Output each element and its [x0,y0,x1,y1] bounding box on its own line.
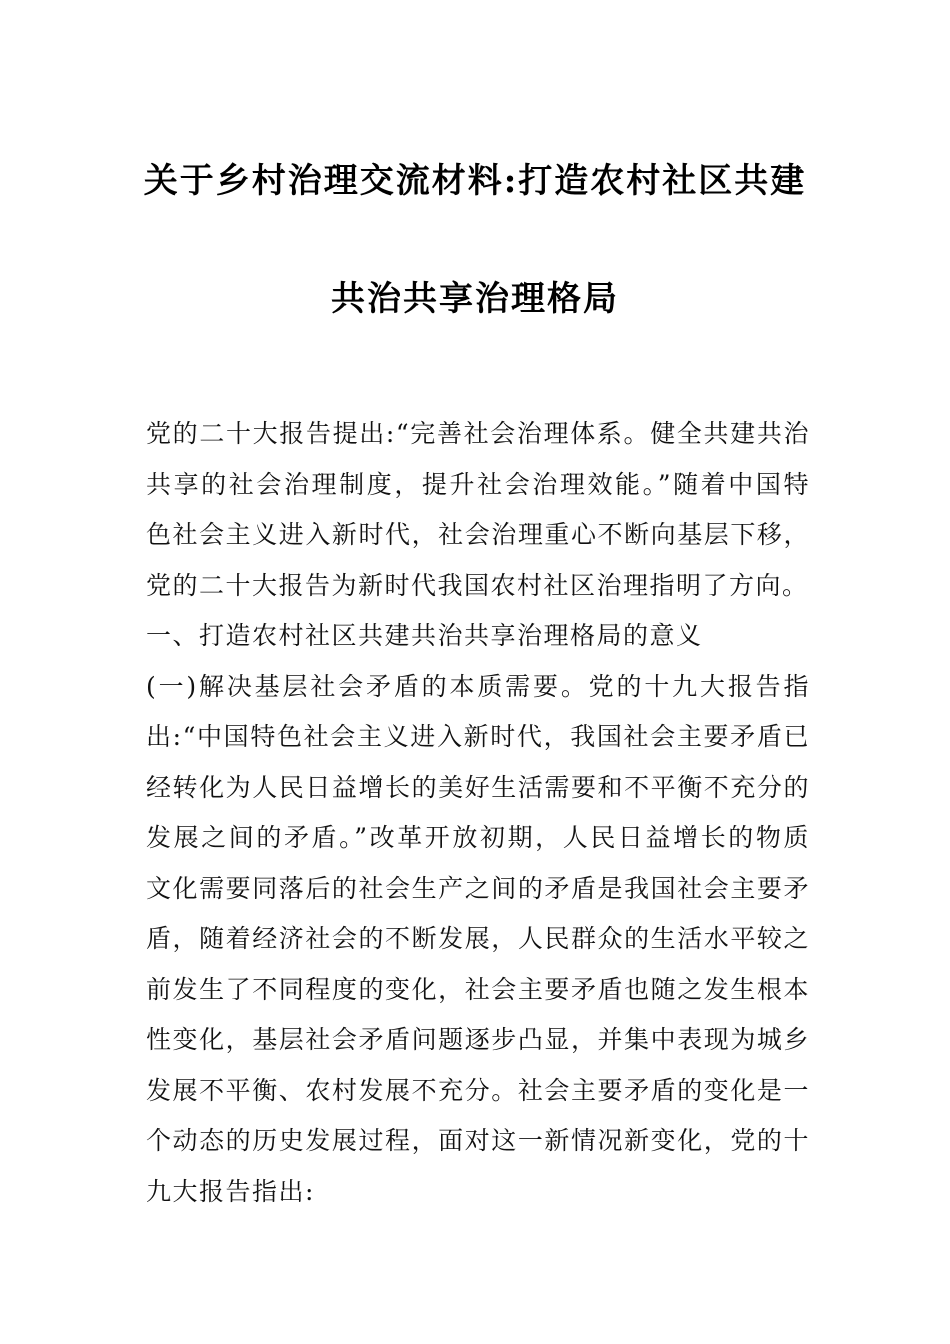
document-body [146,409,810,1217]
document-title-line-1: 关于乡村治理交流材料:打造农村社区共建 [143,161,807,201]
document-title-line-2: 共治共享治理格局 [331,279,619,319]
section-heading: 一、打造农村社区共建共治共享治理格局的意义 [146,621,703,650]
paragraph-subsection-1: (一)解决基层社会矛盾的本质需要。党的十九大报告指出:“中国特色社会主义进入新时代，我国社会主要矛盾已经转化为人民日益增长的美好生活需要和不平衡不充分的发展之间的矛盾。”改革开放初期，人民日益增长的物质文化需要同落后的社会生产之间的矛盾是我国社会主要矛盾，随着经济社会的不断发展，人民群众的生活水平较之前发生了不同程度的变化，社会主要矛盾也随之发生根本性变化，基层社会矛盾问题逐步凸显，并集中表现为城乡发展不平衡、农村发展不充分。社会主要矛盾的变化是一个动态的历史发展过程，面对这一新情况新变化，党的十九大报告指出: [146,671,810,1206]
paragraph-intro: 党的二十大报告提出:“完善社会治理体系。健全共建共治共享的社会治理制度，提升社会治理效能。”随着中国特色社会主义进入新时代，社会治理重心不断向基层下移，党的二十大报告为新时代我国农村社区治理指明了方向。 [146,419,810,600]
